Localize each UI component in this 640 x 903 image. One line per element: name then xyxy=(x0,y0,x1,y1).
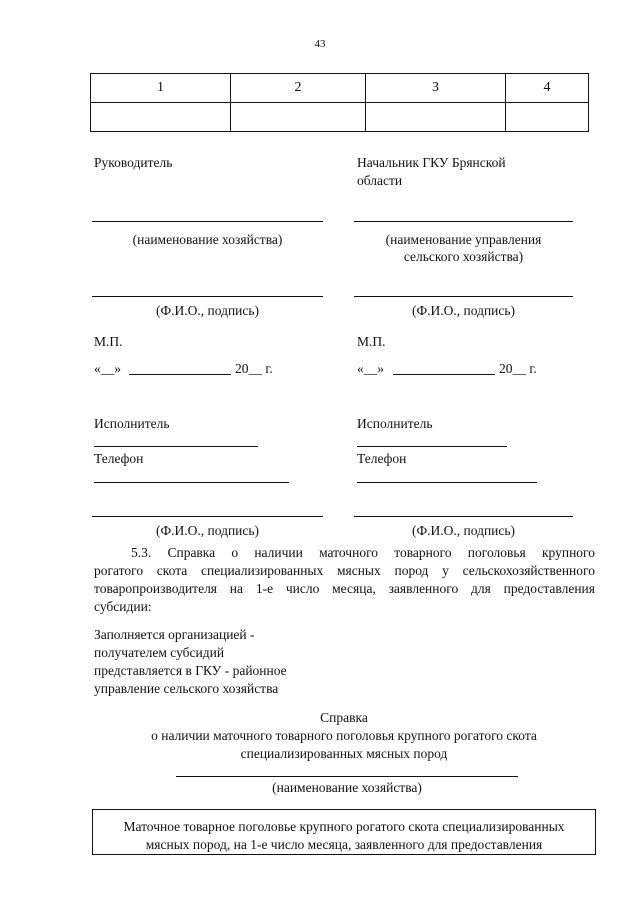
right-date-month-line xyxy=(393,374,495,375)
box-line-1: Маточное товарное поголовье крупного рогатого скота специализированных xyxy=(123,819,565,834)
left-fio-line xyxy=(92,296,323,297)
right-head-title: Начальник ГКУ Брянской xyxy=(357,155,506,170)
section-line-3: товаропроизводителя на 1-е число месяца, заявленного для предоставления xyxy=(94,581,595,596)
right-date-year: 20__ г. xyxy=(499,361,537,376)
table-header-cell: 1 xyxy=(91,74,231,103)
left-date-day: «__» xyxy=(94,361,121,376)
left-farm-line xyxy=(92,221,323,222)
note-line-3: представляется в ГКУ - районное xyxy=(94,663,287,678)
livestock-box xyxy=(92,809,596,855)
right-executor-line xyxy=(357,446,507,447)
right-phone-label: Телефон xyxy=(357,451,407,466)
certificate-farm-line xyxy=(176,776,518,777)
right-seal: М.П. xyxy=(357,334,386,349)
box-line-2: мясных пород, на 1-е число месяца, заявленного для предоставления xyxy=(145,837,543,852)
left-phone-line xyxy=(94,482,289,483)
table-cell xyxy=(231,103,366,132)
right-dept-line xyxy=(354,221,573,222)
top-table xyxy=(90,73,589,132)
table-header-row xyxy=(91,74,589,103)
table-empty-row xyxy=(91,103,589,132)
left-head-title: Руководитель xyxy=(94,155,173,170)
right-fio-line-2 xyxy=(354,516,573,517)
page-number: 43 xyxy=(314,38,326,50)
right-phone-line xyxy=(357,482,537,483)
certificate-subtitle-2: специализированных мясных пород xyxy=(240,746,448,761)
table-cell xyxy=(506,103,589,132)
note-line-1: Заполняется организацией - xyxy=(94,627,255,642)
left-farm-caption: (наименование хозяйства) xyxy=(132,232,283,247)
table-cell xyxy=(366,103,506,132)
certificate-subtitle-1: о наличии маточного товарного поголовья крупного рогатого скота xyxy=(151,728,537,743)
right-fio-line xyxy=(354,296,573,297)
section-line-2: рогатого скота специализированных мясных пород у сельскохозяйственного xyxy=(94,563,595,578)
table-header-cell: 2 xyxy=(231,74,366,103)
left-phone-label: Телефон xyxy=(94,451,144,466)
note-line-2: получателем субсидий xyxy=(94,645,225,660)
left-fio-line-2 xyxy=(92,516,323,517)
left-fio-caption: (Ф.И.О., подпись) xyxy=(155,303,260,318)
certificate-title: Справка xyxy=(320,710,368,725)
section-line-1: 5.3. Справка о наличии маточного товарного поголовья крупного xyxy=(131,545,595,560)
right-dept-caption-2: сельского хозяйства) xyxy=(403,249,524,264)
table-header-cell: 4 xyxy=(506,74,589,103)
right-date-day: «__» xyxy=(357,361,384,376)
left-date-month-line xyxy=(129,374,231,375)
left-executor-label: Исполнитель xyxy=(94,416,170,431)
left-fio-caption-2: (Ф.И.О., подпись) xyxy=(155,523,260,538)
left-executor-line xyxy=(94,446,258,447)
note-line-4: управление сельского хозяйства xyxy=(94,681,279,696)
right-fio-caption-2: (Ф.И.О., подпись) xyxy=(411,523,516,538)
left-seal: М.П. xyxy=(94,334,123,349)
right-executor-label: Исполнитель xyxy=(357,416,433,431)
left-date-year: 20__ г. xyxy=(235,361,273,376)
certificate-farm-caption: (наименование хозяйства) xyxy=(272,780,422,795)
right-dept-caption: (наименование управления xyxy=(385,232,542,247)
right-head-title-2: области xyxy=(357,173,403,188)
section-line-4: субсидии: xyxy=(94,599,152,614)
right-fio-caption: (Ф.И.О., подпись) xyxy=(411,303,516,318)
table-cell xyxy=(91,103,231,132)
table-header-cell: 3 xyxy=(366,74,506,103)
